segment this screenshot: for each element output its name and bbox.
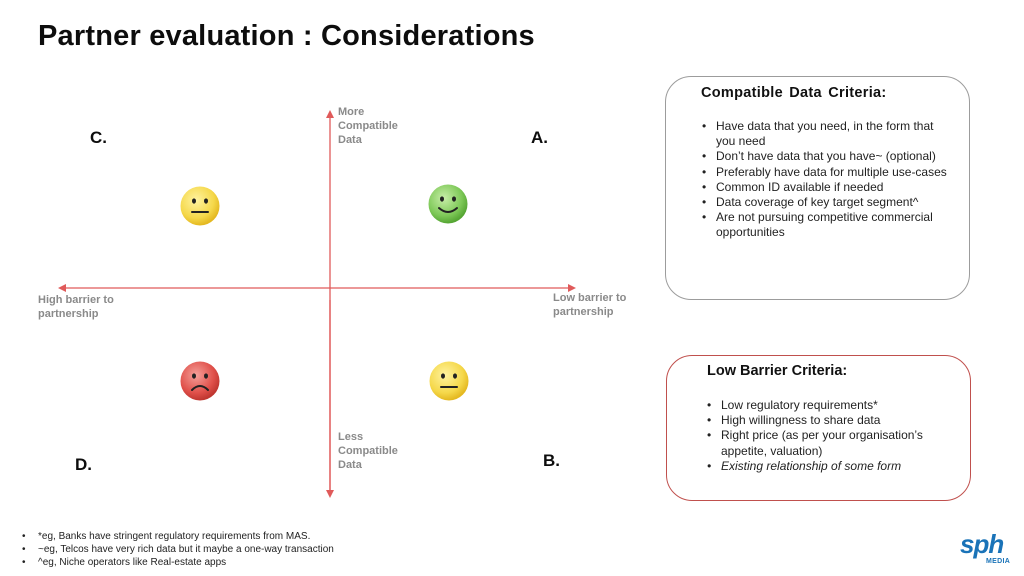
- list-item: • Data coverage of key target segment^: [702, 195, 952, 210]
- logo-sub-text: MEDIA: [986, 558, 1011, 565]
- logo-main-text: sph: [960, 529, 1004, 559]
- frowning-face-icon: [180, 361, 220, 401]
- quadrant-label-a: A.: [531, 128, 548, 147]
- list-item: • High willingness to share data: [707, 413, 957, 428]
- criteria-list: [707, 398, 957, 474]
- list-item: • Low regulatory requirements*: [707, 398, 957, 413]
- footnote: • ~eg, Telcos have very rich data but it maybe a one-way transaction: [22, 543, 334, 556]
- quadrant-label-c: C.: [90, 128, 107, 147]
- axis-label-high-barrier: High barrier to partnership: [38, 294, 114, 320]
- list-item: • Right price (as per your organisation’s appetite, valuation): [707, 428, 957, 458]
- footnotes: [22, 530, 334, 569]
- sph-media-logo: [960, 529, 1011, 572]
- compatible-data-criteria-card: [665, 76, 970, 300]
- footnote: • *eg, Banks have stringent regulatory requirements from MAS.: [22, 530, 334, 543]
- list-item: • Are not pursuing competitive commercial opportunities: [702, 210, 952, 240]
- page-title: Partner evaluation : Considerations: [38, 20, 535, 52]
- low-barrier-criteria-card: [666, 355, 971, 501]
- card-title: Low Barrier Criteria:: [707, 363, 848, 379]
- list-item: • Existing relationship of some form: [707, 459, 957, 474]
- neutral-face-icon: [429, 361, 469, 401]
- smiling-face-icon: [428, 184, 468, 224]
- list-item: • Common ID available if needed: [702, 180, 952, 195]
- list-item: • Don’t have data that you have~ (optional): [702, 149, 952, 164]
- quadrant-label-d: D.: [75, 455, 92, 474]
- list-item: • Have data that you need, in the form that you need: [702, 119, 952, 149]
- axis-label-more-compatible: More Compatible Data: [338, 106, 398, 146]
- neutral-face-icon: [180, 186, 220, 226]
- quadrant-label-b: B.: [543, 451, 560, 470]
- axis-label-less-compatible: Less Compatible Data: [338, 431, 398, 471]
- card-title: Compatible Data Criteria:: [701, 85, 887, 101]
- criteria-list: [702, 119, 952, 241]
- footnote: • ^eg, Niche operators like Real-estate apps: [22, 556, 334, 569]
- list-item: • Preferably have data for multiple use-cases: [702, 165, 952, 180]
- axis-label-low-barrier: Low barrier to partnership: [553, 292, 627, 318]
